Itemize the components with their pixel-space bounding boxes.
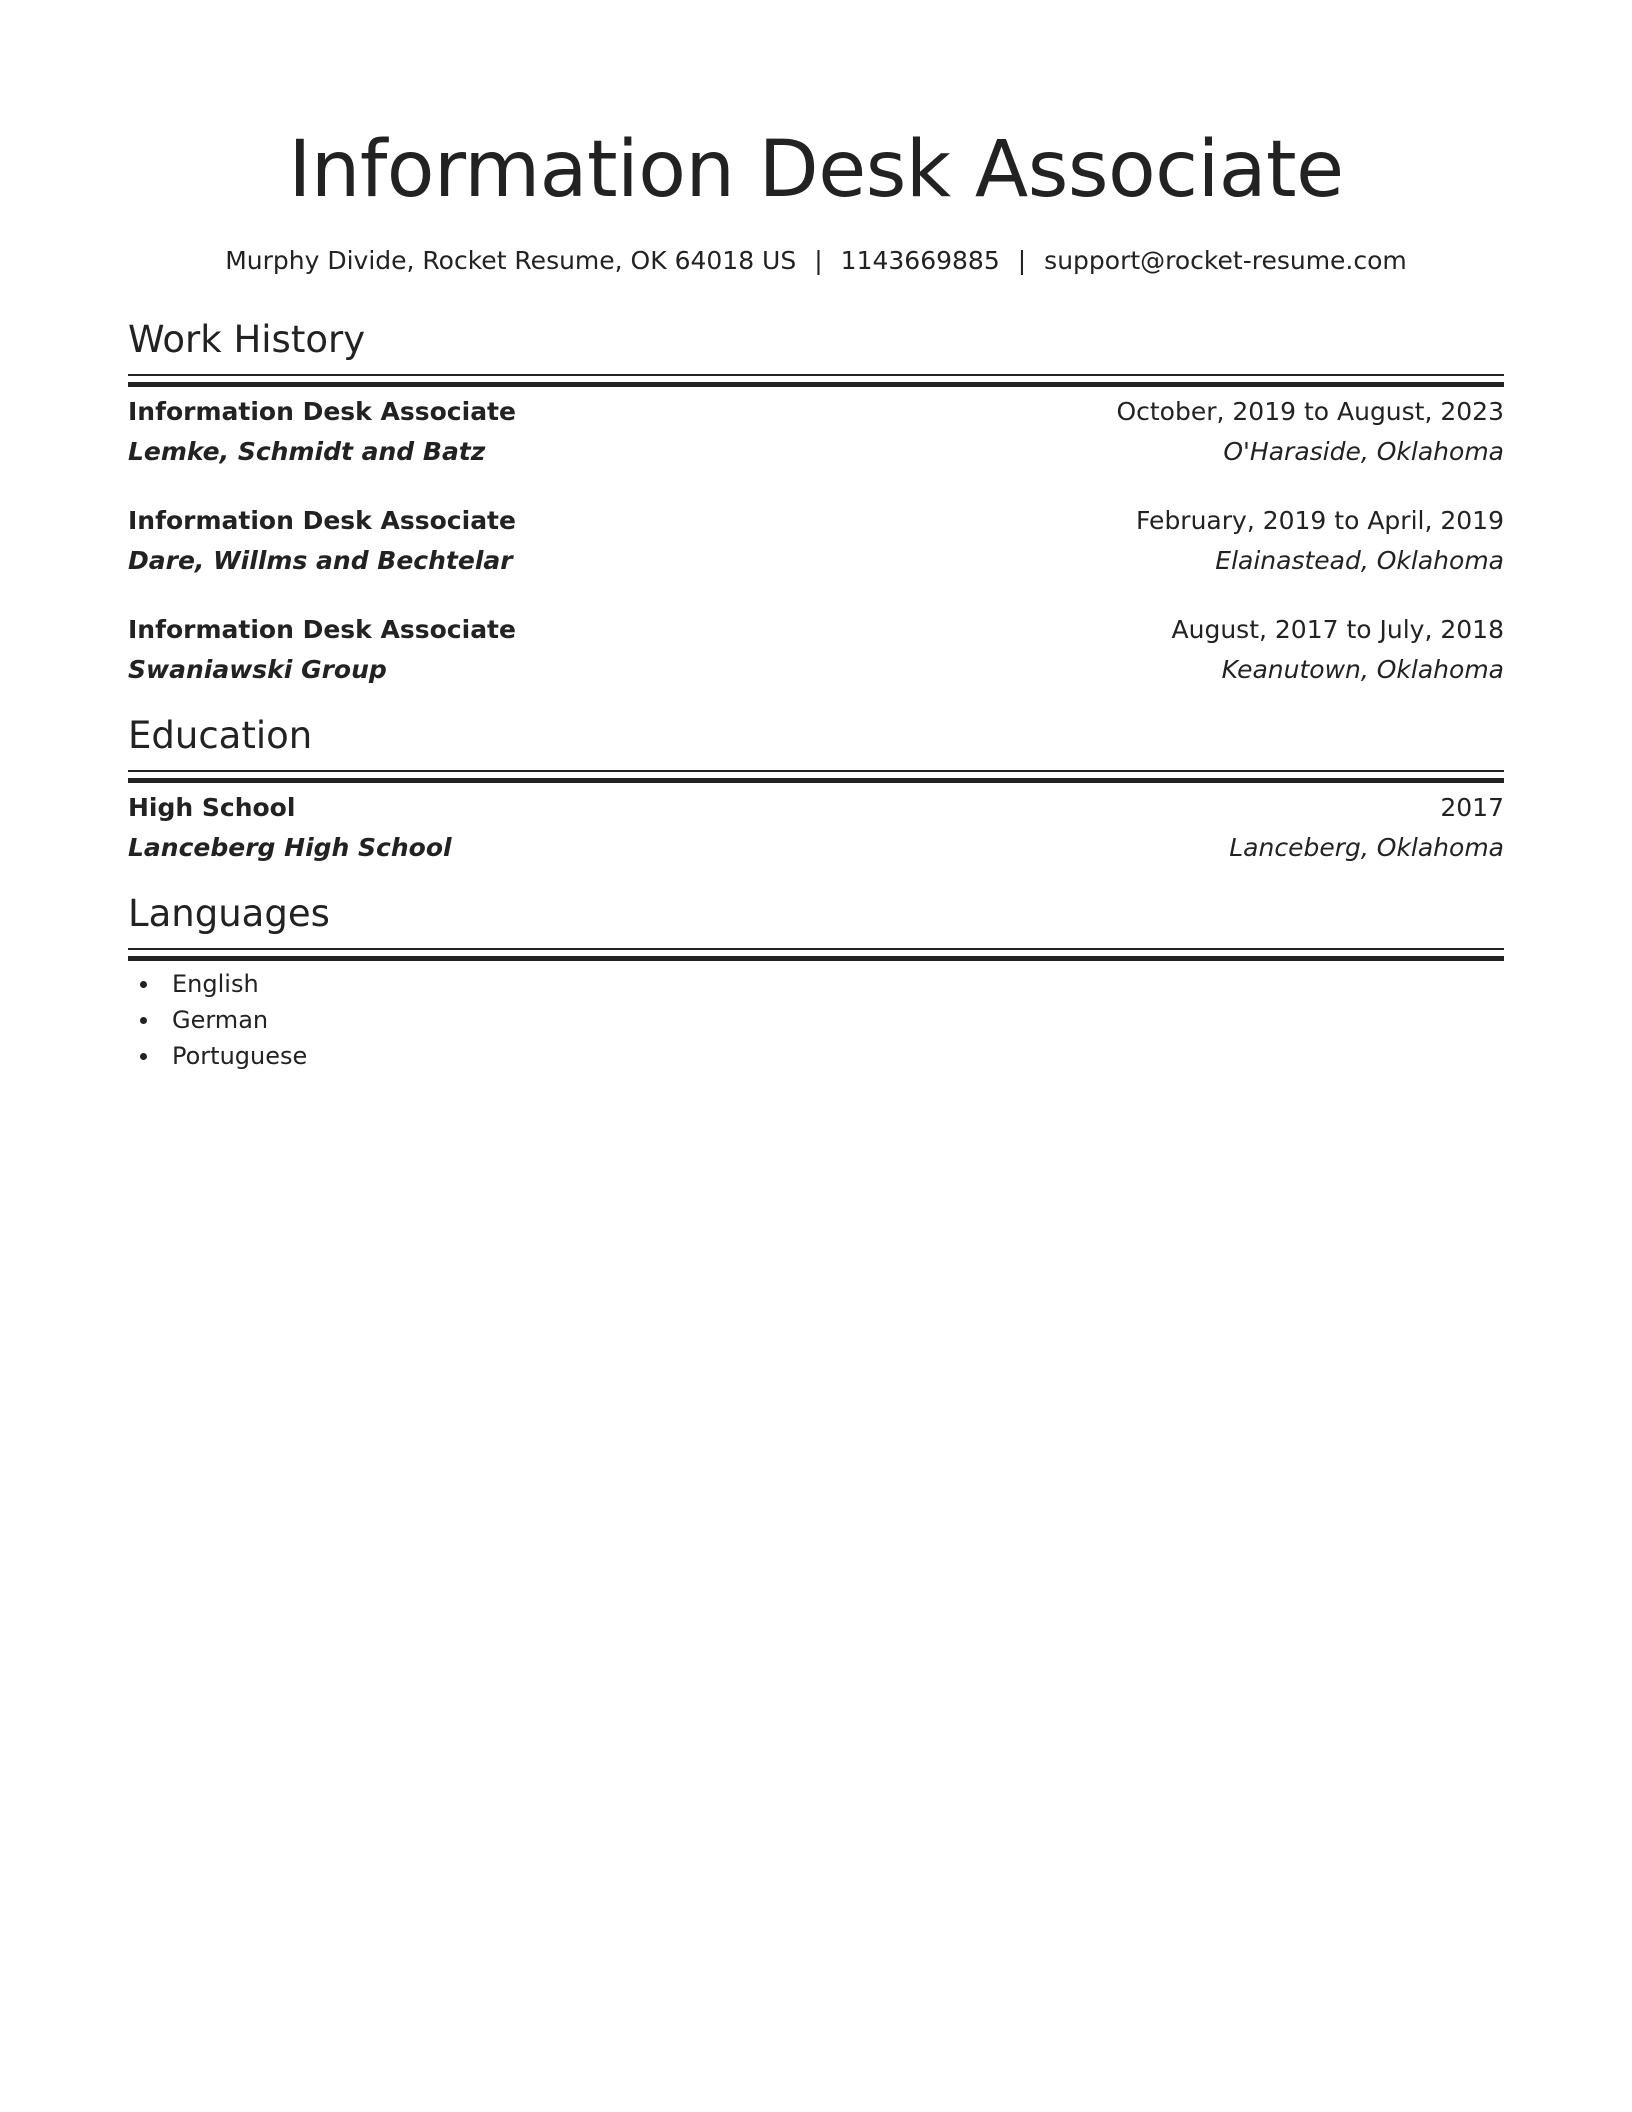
resume-name: Information Desk Associate xyxy=(288,125,1344,215)
bullet-icon xyxy=(140,1053,147,1060)
education-degree: High School xyxy=(128,793,296,822)
job-dates: October, 2019 to August, 2023 xyxy=(1116,397,1504,426)
section-title-languages: Languages xyxy=(128,892,330,935)
job-company: Swaniawski Group xyxy=(128,655,387,684)
job-title: Information Desk Associate xyxy=(128,397,516,426)
job-dates: August, 2017 to July, 2018 xyxy=(1171,615,1504,644)
language-list xyxy=(128,966,1504,1074)
contact-email[interactable]: support@rocket-resume.com xyxy=(1044,246,1407,275)
job-title: Information Desk Associate xyxy=(128,615,516,644)
work-history-section xyxy=(128,318,1504,690)
section-divider xyxy=(128,374,1504,376)
bullet-icon xyxy=(140,981,147,988)
languages-section xyxy=(128,892,1504,1074)
education-year: 2017 xyxy=(1440,793,1504,822)
section-title-education: Education xyxy=(128,714,313,757)
section-divider xyxy=(128,948,1504,950)
section-title-work-history: Work History xyxy=(128,318,366,361)
work-entry xyxy=(128,392,1504,472)
work-entry xyxy=(128,610,1504,690)
education-school: Lanceberg High School xyxy=(128,833,452,862)
job-location: Elainastead, Oklahoma xyxy=(1215,546,1504,575)
contact-line xyxy=(128,244,1504,278)
language-item xyxy=(128,1002,1504,1038)
bullet-icon xyxy=(140,1017,147,1024)
contact-separator: | xyxy=(814,246,823,275)
resume-page xyxy=(128,0,1504,1074)
job-company: Lemke, Schmidt and Batz xyxy=(128,437,486,466)
language-item xyxy=(128,1038,1504,1074)
education-location: Lanceberg, Oklahoma xyxy=(1229,833,1504,862)
contact-address: Murphy Divide, Rocket Resume, OK 64018 US xyxy=(225,246,797,275)
section-divider xyxy=(128,770,1504,772)
language-label: German xyxy=(172,1006,269,1034)
language-item xyxy=(128,966,1504,1002)
language-label: Portuguese xyxy=(172,1042,308,1070)
job-location: Keanutown, Oklahoma xyxy=(1221,655,1504,684)
education-entry xyxy=(128,788,1504,868)
job-location: O'Haraside, Oklahoma xyxy=(1223,437,1504,466)
job-company: Dare, Willms and Bechtelar xyxy=(128,546,513,575)
job-dates: February, 2019 to April, 2019 xyxy=(1136,506,1504,535)
job-title: Information Desk Associate xyxy=(128,506,516,535)
language-label: English xyxy=(172,970,259,998)
education-section xyxy=(128,714,1504,868)
work-entry xyxy=(128,501,1504,581)
contact-phone: 1143669885 xyxy=(840,246,1000,275)
contact-separator: | xyxy=(1017,246,1027,275)
